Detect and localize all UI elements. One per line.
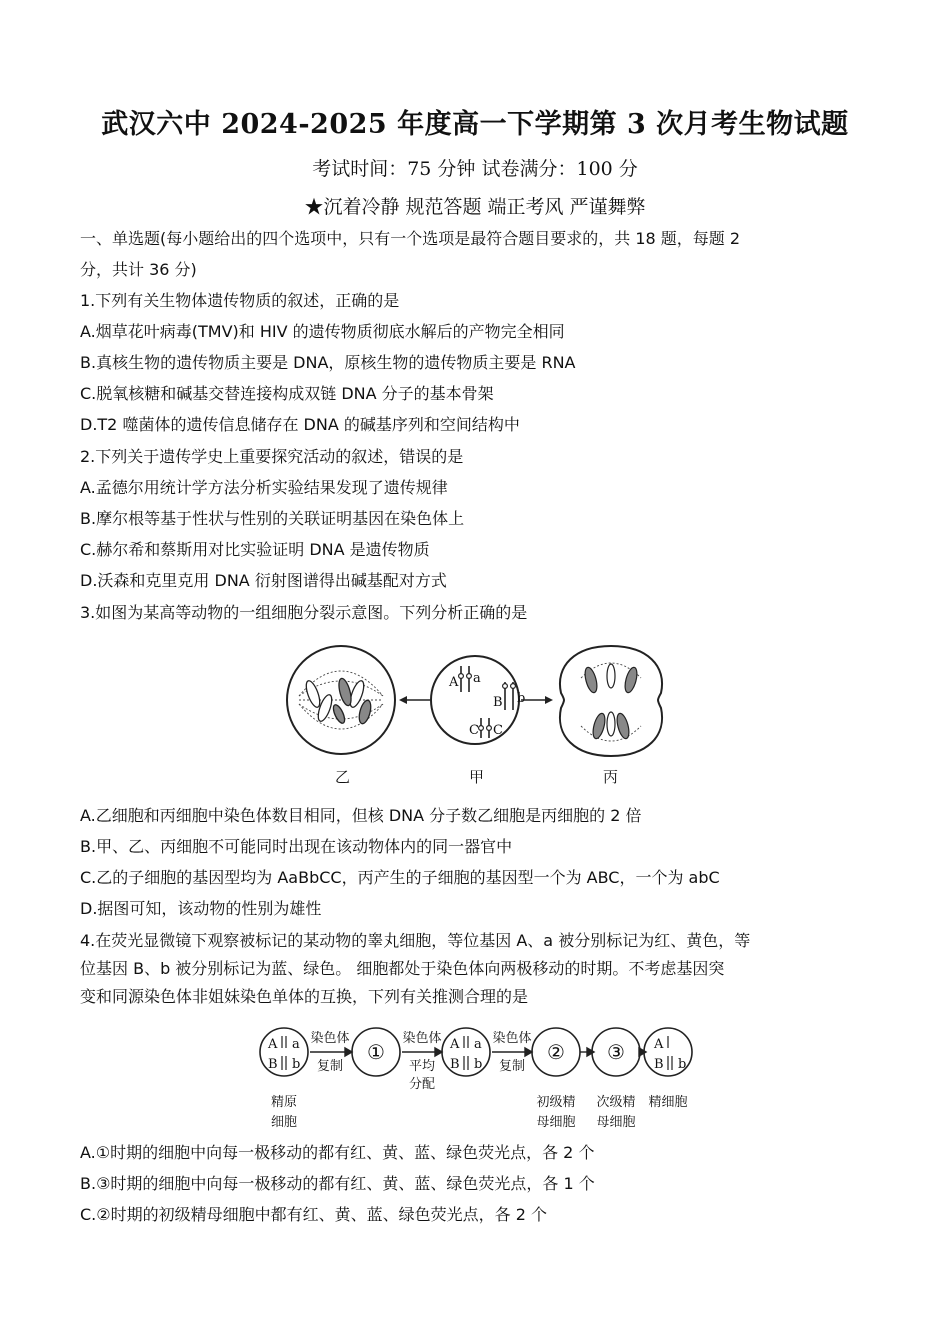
section-heading: 一、单选题(每小题给出的四个选项中，只有一个选项是最符合题目要求的，共 18 题，每题 2 <box>80 229 741 248</box>
q3-option-a: A.乙细胞和丙细胞中染色体数目相同，但核 DNA 分子数乙细胞是丙细胞的 2 倍 <box>80 806 642 825</box>
q1-option-d: D.T2 噬菌体的遗传信息储存在 DNA 的碱基序列和空间结构中 <box>80 415 520 434</box>
flow1-gene-b-lower: b <box>292 1057 301 1072</box>
q4-option-a: A.①时期的细胞中向每一极移动的都有红、黄、蓝、绿色荧光点，各 2 个 <box>80 1143 595 1162</box>
caption-primary-2: 母细胞 <box>536 1115 576 1130</box>
arrow3-label-1: 染色体 <box>492 1031 532 1046</box>
arrow2-label-1: 染色体 <box>402 1031 442 1046</box>
q4-stem-line3: 变和同源染色体非姐妹染色单体的互换，下列有关推测合理的是 <box>80 987 529 1006</box>
q2-option-c: C.赫尔希和蔡斯用对比实验证明 DNA 是遗传物质 <box>80 540 430 559</box>
gene-b-lower: b <box>517 691 526 706</box>
section-heading-cont: 分，共计 36 分) <box>80 260 197 279</box>
exam-info: 考试时间：75 分钟 试卷满分：100 分 <box>312 158 638 180</box>
arrow1-label-2: 复制 <box>316 1059 344 1074</box>
flow3-gene-b-upper: B <box>654 1057 664 1072</box>
flow2-gene-a-upper: A <box>450 1037 460 1052</box>
gene-a-lower: a <box>473 671 481 686</box>
flow2-gene-b-upper: B <box>450 1057 460 1072</box>
gene-b-upper: B <box>493 695 503 710</box>
flow1-gene-a-lower: a <box>292 1037 300 1052</box>
q4-option-b: B.③时期的细胞中向每一极移动的都有红、黄、蓝、绿色荧光点，各 1 个 <box>80 1174 595 1193</box>
q2-option-b: B.摩尔根等基于性状与性别的关联证明基因在染色体上 <box>80 509 465 528</box>
q2-stem: 2.下列关于遗传学史上重要探究活动的叙述，错误的是 <box>80 447 464 466</box>
q1-option-c: C.脱氧核糖和碱基交替连接构成双链 DNA 分子的基本骨架 <box>80 384 494 403</box>
flow1-gene-a-upper: A <box>268 1037 278 1052</box>
caption-spermatogonium-2: 细胞 <box>270 1115 298 1130</box>
flow-circle-1: ① <box>367 1040 385 1064</box>
flow3-gene-a: A <box>654 1037 664 1052</box>
caption-sperm: 精细胞 <box>648 1095 688 1110</box>
q2-option-a: A.孟德尔用统计学方法分析实验结果发现了遗传规律 <box>80 478 448 497</box>
gene-c-right: C <box>493 723 503 738</box>
q4-spermatogenesis-flow <box>258 1018 694 1136</box>
flow2-gene-b-lower: b <box>474 1057 483 1072</box>
q3-cell-division-figure <box>285 638 665 790</box>
q4-option-c: C.②时期的初级精母细胞中都有红、黄、蓝、绿色荧光点，各 2 个 <box>80 1205 547 1224</box>
flow-circle-3: ③ <box>607 1040 625 1064</box>
label-yi: 乙 <box>335 768 351 786</box>
arrow2-label-2: 平均 <box>408 1059 436 1074</box>
gene-a-upper: A <box>449 675 459 690</box>
q3-option-b: B.甲、乙、丙细胞不可能同时出现在该动物体内的同一器官中 <box>80 837 513 856</box>
q1-option-b: B.真核生物的遗传物质主要是 DNA，原核生物的遗传物质主要是 RNA <box>80 353 576 372</box>
caption-secondary-2: 母细胞 <box>596 1115 636 1130</box>
caption-secondary-1: 次级精 <box>596 1095 636 1110</box>
q3-option-c: C.乙的子细胞的基因型均为 AaBbCC，丙产生的子细胞的基因型一个为 ABC，一个为 abC <box>80 868 720 887</box>
cell-jia <box>431 656 525 744</box>
q2-option-d: D.沃森和克里克用 DNA 衍射图谱得出碱基配对方式 <box>80 571 447 590</box>
cell-bing <box>560 646 662 756</box>
gene-c-left: C <box>469 723 479 738</box>
cell-yi <box>287 646 395 754</box>
caption-primary-1: 初级精 <box>536 1095 576 1110</box>
q4-stem-line2: 位基因 B、b 被分别标记为蓝、绿色。 细胞都处于染色体向两极移动的时期。不考虑基因突 <box>80 959 725 978</box>
arrow3-label-2: 复制 <box>498 1059 526 1074</box>
flow1-gene-b-upper: B <box>268 1057 278 1072</box>
label-bing: 丙 <box>603 768 619 786</box>
flow3-gene-b-lower: b <box>678 1057 687 1072</box>
flow-circle-2: ② <box>547 1040 565 1064</box>
exam-title: 武汉六中 2024-2025 年度高一下学期第 3 次月考生物试题 <box>101 109 849 140</box>
q3-option-d: D.据图可知，该动物的性别为雄性 <box>80 899 322 918</box>
label-jia: 甲 <box>469 768 485 786</box>
caption-spermatogonium-1: 精原 <box>270 1095 298 1110</box>
q3-stem: 3.如图为某高等动物的一组细胞分裂示意图。下列分析正确的是 <box>80 603 528 622</box>
q1-stem: 1.下列有关生物体遗传物质的叙述，正确的是 <box>80 291 400 310</box>
q1-option-a: A.烟草花叶病毒(TMV)和 HIV 的遗传物质彻底水解后的产物完全相同 <box>80 322 565 341</box>
exam-motto: ★沉着冷静 规范答题 端正考风 严谨舞弊 <box>304 196 646 218</box>
arrow1-label-1: 染色体 <box>310 1031 350 1046</box>
arrow2-label-3: 分配 <box>408 1077 436 1092</box>
q4-stem-line1: 4.在荧光显微镜下观察被标记的某动物的睾丸细胞，等位基因 A、a 被分别标记为红、黄色，等 <box>80 931 751 950</box>
flow2-gene-a-lower: a <box>474 1037 482 1052</box>
